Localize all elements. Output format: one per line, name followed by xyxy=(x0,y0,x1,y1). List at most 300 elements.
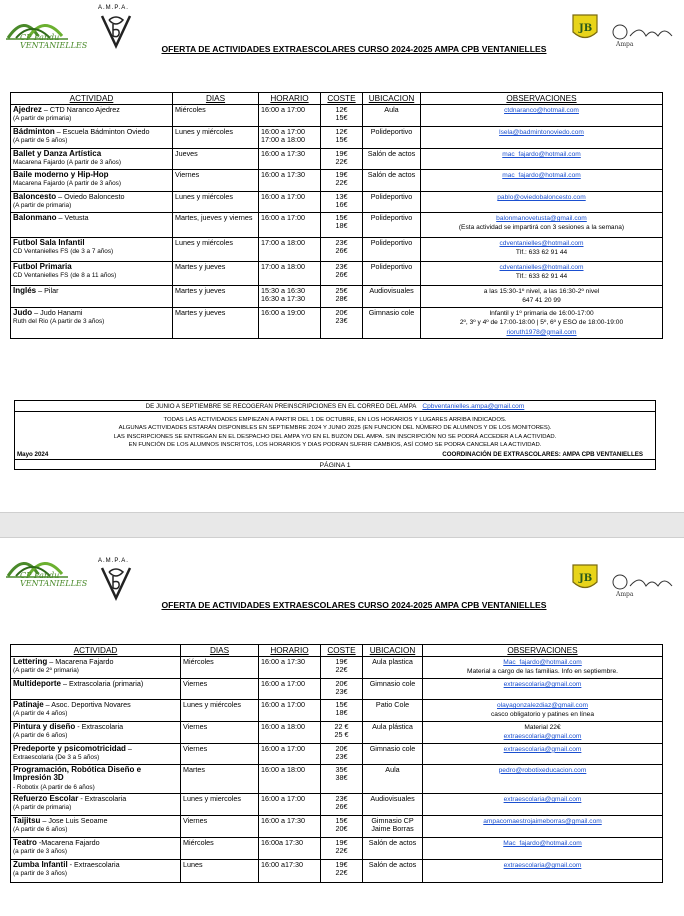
days-cell xyxy=(181,816,259,838)
activity-location: Aula xyxy=(385,764,400,774)
activity-name: Teatro xyxy=(13,838,37,848)
school-badge-logo xyxy=(570,12,600,44)
ampa-logo xyxy=(96,558,136,602)
activity-cell xyxy=(11,657,181,679)
location-cell xyxy=(363,192,421,213)
observations-cell xyxy=(421,192,663,213)
svg-text:Ampa: Ampa xyxy=(616,41,634,48)
activity-provider: -Macarena Fajardo xyxy=(36,838,100,848)
activity-days: Lunes y miercoles xyxy=(183,794,241,804)
activity-provider: - Extrascolaria xyxy=(78,794,127,804)
cost-non-member: 18€ xyxy=(335,708,348,718)
activity-provider: – Pilar xyxy=(36,286,59,295)
days-cell xyxy=(173,192,259,213)
page-number: PÁGINA 1 xyxy=(15,459,655,469)
contact-email-link[interactable]: cdventanielles@hotmail.com xyxy=(499,240,584,247)
cost-non-member: 22€ xyxy=(335,846,348,856)
table-row xyxy=(11,679,663,700)
days-cell xyxy=(173,308,259,339)
contact-email-link[interactable]: lsela@badmintonoviedo.com xyxy=(499,129,584,136)
days-cell xyxy=(173,262,259,286)
cost-cell xyxy=(321,743,363,764)
location-cell xyxy=(363,213,421,238)
cost-member: 15€ xyxy=(335,213,348,222)
cost-cell xyxy=(321,127,363,149)
contact-email-link[interactable]: pablo@oviedobaloncesto.com xyxy=(497,194,586,201)
table-row xyxy=(11,838,663,860)
activity-location: Gimnasio CP Jaime Borras xyxy=(371,816,414,834)
cost-member: 23€ xyxy=(335,238,348,247)
activity-schedule: 17:00 a 18:00 xyxy=(261,262,305,271)
activity-age-range: (A partir de 4 años) xyxy=(13,710,68,718)
schedule-cell xyxy=(259,794,321,816)
activity-location: Gimnasio cole xyxy=(369,679,416,688)
activity-cell xyxy=(11,743,181,764)
activity-location: Polideportivo xyxy=(370,213,413,222)
activity-name: Baile moderno y Hip-Hop xyxy=(13,170,109,179)
cost-member: 19€ xyxy=(335,657,348,666)
activity-location: Polideportivo xyxy=(370,127,413,136)
cost-cell xyxy=(321,794,363,816)
schedule-cell xyxy=(259,700,321,722)
activity-provider: – Macarena Fajardo xyxy=(47,657,114,666)
contact-email-link[interactable]: Mac_fajardo@hotmail.com xyxy=(503,840,582,848)
observations-cell xyxy=(421,308,663,339)
header-location: UBICACION xyxy=(363,645,423,657)
activity-name: Refuerzo Escolar xyxy=(13,794,79,804)
cost-non-member: 22€ xyxy=(335,157,348,167)
activity-schedule: 16:00 a 17:00 xyxy=(261,794,305,804)
schedule-cell xyxy=(259,816,321,838)
header-observations: OBSERVACIONES xyxy=(421,93,663,105)
activity-provider: – xyxy=(125,743,132,753)
table-row xyxy=(11,127,663,149)
activity-schedule: 16:00 a 19:00 xyxy=(261,308,305,317)
activity-name: Lettering xyxy=(13,657,48,666)
table-row xyxy=(11,286,663,308)
observations-cell xyxy=(423,657,663,679)
activity-location: Salón de actos xyxy=(368,838,417,848)
cost-non-member: 16€ xyxy=(335,200,348,210)
activity-age-range: (A partir de 6 años) xyxy=(13,732,68,740)
activity-location: Gimnasio cole xyxy=(369,743,416,753)
contact-email-link[interactable]: extraescolaria@gmail.com xyxy=(503,681,582,688)
schedule-cell xyxy=(259,238,321,262)
activity-name: Inglés xyxy=(13,286,37,295)
table-row xyxy=(11,262,663,286)
location-cell xyxy=(363,816,423,838)
table-row xyxy=(11,657,663,679)
observations-cell xyxy=(421,149,663,170)
contact-email-link[interactable]: cdventanielles@hotmail.com xyxy=(499,264,584,271)
activity-cell xyxy=(11,860,181,883)
observation-note: Material a cargo de las familias. Info en septiembre. xyxy=(467,668,618,676)
activity-location: Audiovisuales xyxy=(370,794,415,804)
observations-cell xyxy=(423,764,663,793)
activity-age-range: (A partir de primaria) xyxy=(13,804,72,812)
activity-schedule: 16:00 a17:30 xyxy=(261,860,303,870)
activity-name: Patinaje xyxy=(13,700,44,709)
cost-non-member: 23€ xyxy=(335,752,348,762)
activity-name: Ajedrez xyxy=(13,105,42,114)
location-cell xyxy=(363,262,421,286)
activity-age-range: (A partir de 5 años) xyxy=(13,137,68,145)
activity-location: Aula plástica xyxy=(372,722,413,731)
location-cell xyxy=(363,170,421,192)
observation-note: Infantil y 1º primaria de 16:00-17:00 2º, 3º y 4º de 17:00-18:00 | 5º, 6º y ESO de 18:00-19:00 xyxy=(459,310,624,327)
contact-email-link[interactable]: extraescolaria@gmail.com xyxy=(503,733,582,741)
header-activity: ACTIVIDAD xyxy=(11,93,173,105)
activity-days: Viernes xyxy=(183,679,208,688)
days-cell xyxy=(181,722,259,744)
logo-left-caption: CP Pandu VENTANIELLES xyxy=(20,33,88,50)
cost-non-member: 23€ xyxy=(335,687,348,697)
header-location: UBICACION xyxy=(363,93,421,105)
activity-name: Judo xyxy=(13,308,33,317)
contact-email-link[interactable]: ampacomaestrojaimeborras@gmail.com xyxy=(483,818,602,826)
cost-member: 19€ xyxy=(335,149,348,158)
contact-email-link[interactable]: mac_fajardo@hotmail.com xyxy=(502,151,581,158)
contact-email-link[interactable]: rioruth1978@gmail.com xyxy=(506,328,577,336)
table-row xyxy=(11,743,663,764)
location-cell xyxy=(363,127,421,149)
location-cell xyxy=(363,743,423,764)
activity-cell xyxy=(11,105,173,127)
header-cost: COSTE xyxy=(321,93,363,105)
schedule-cell xyxy=(259,105,321,127)
activity-name: Pintura y diseño xyxy=(13,722,76,731)
header-observations: OBSERVACIONES xyxy=(423,645,663,657)
cost-cell xyxy=(321,149,363,170)
activity-cell xyxy=(11,262,173,286)
cost-cell xyxy=(321,700,363,722)
activity-age-range: Macarena Fajardo (A partir de 3 años) xyxy=(13,180,121,188)
activity-days: Viernes xyxy=(175,170,200,179)
activity-schedule: 16:00 a 17:00 xyxy=(261,192,305,201)
activity-provider: - Extrascolaria xyxy=(75,722,124,731)
table-row xyxy=(11,722,663,744)
contact-email-link[interactable]: extraescolaria@gmail.com xyxy=(503,745,582,753)
activity-provider: – Jose Luis Seoame xyxy=(40,816,108,826)
page-title: OFERTA DE ACTIVIDADES EXTRAESCOLARES CURSO 2024-2025 AMPA CPB VENTANIELLES xyxy=(161,600,547,610)
document-date: Mayo 2024 xyxy=(17,451,49,458)
observations-cell xyxy=(423,838,663,860)
cost-non-member: 22€ xyxy=(335,178,348,188)
contact-email-link[interactable]: extraescolaria@gmail.com xyxy=(503,862,582,870)
activity-age-range: (A partir de 6 años) xyxy=(13,826,68,834)
location-cell xyxy=(363,764,423,793)
activity-name: Baloncesto xyxy=(13,192,57,201)
activity-location: Audiovisuales xyxy=(369,286,414,295)
cost-cell xyxy=(321,838,363,860)
schedule-cell xyxy=(259,262,321,286)
activity-location: Polideportivo xyxy=(370,238,413,247)
cost-non-member: 38€ xyxy=(335,773,348,783)
schedule-cell xyxy=(259,170,321,192)
cost-member: 23€ xyxy=(335,794,348,804)
page-title: OFERTA DE ACTIVIDADES EXTRAESCOLARES CURSO 2024-2025 AMPA CPB VENTANIELLES xyxy=(161,44,547,54)
ampa-email-link[interactable]: Cpbventanielles.ampa@gmail.com xyxy=(422,403,525,410)
activity-provider: – Escuela Bádminton Oviedo xyxy=(54,127,150,136)
activity-cell xyxy=(11,149,173,170)
header-schedule: HORARIO xyxy=(259,645,321,657)
cost-non-member: 26€ xyxy=(335,270,348,280)
activity-days: Lunes y miércoles xyxy=(175,127,233,136)
location-cell xyxy=(363,657,423,679)
activities-table-page-2 xyxy=(10,644,663,883)
schedule-cell xyxy=(259,286,321,308)
observations-cell xyxy=(423,816,663,838)
activity-age-range: CD Ventanielles FS (de 3 a 7 años) xyxy=(13,248,114,256)
contact-email-link[interactable]: mac_fajardo@hotmail.com xyxy=(502,172,581,179)
observations-cell xyxy=(421,170,663,192)
activity-days: Lunes y miércoles xyxy=(175,192,233,201)
activity-schedule: 16:00 a 18:00 xyxy=(261,764,305,774)
days-cell xyxy=(173,170,259,192)
days-cell xyxy=(173,213,259,238)
days-cell xyxy=(181,657,259,679)
contact-email-link[interactable]: ctdnaranco@hotmail.com xyxy=(504,107,579,114)
schedule-cell xyxy=(259,743,321,764)
activity-name: Futbol Sala Infantil xyxy=(13,238,85,247)
cost-cell xyxy=(321,192,363,213)
ampa-signature-logo xyxy=(610,568,680,600)
activity-name: Multideporte xyxy=(13,679,61,688)
activity-age-range: (a partir de 3 años) xyxy=(13,848,67,856)
contact-email-link[interactable]: balonmanovetusta@gmail.com xyxy=(496,215,587,222)
cost-cell xyxy=(321,816,363,838)
cost-non-member: 26€ xyxy=(335,802,348,812)
cost-member: 19€ xyxy=(335,860,348,870)
activity-days: Viernes xyxy=(183,743,208,753)
header-days: DIAS xyxy=(173,93,259,105)
activity-schedule: 15:30 a 16:30 16:30 a 17:30 xyxy=(261,286,305,304)
observation-note: Tlf.: 633 62 91 44 xyxy=(515,249,568,257)
table-row xyxy=(11,700,663,722)
activity-days: Lunes y miércoles xyxy=(183,700,241,709)
activity-age-range: Ruth del Rio (A partir de 3 años) xyxy=(13,318,105,326)
observation-note: Material 22€ xyxy=(524,724,561,731)
observations-cell xyxy=(421,262,663,286)
contact-email-link[interactable]: olayagonzalezdiaz@gmail.com xyxy=(497,702,588,709)
cost-member: 15€ xyxy=(335,816,348,826)
table-row xyxy=(11,170,663,192)
cost-non-member: 25 € xyxy=(334,730,349,740)
activity-location: Patio Cole xyxy=(375,700,410,709)
cost-cell xyxy=(321,238,363,262)
cost-non-member: 22€ xyxy=(335,665,348,675)
observations-cell xyxy=(421,213,663,238)
cost-member: 25€ xyxy=(335,286,348,295)
activity-cell xyxy=(11,192,173,213)
days-cell xyxy=(181,764,259,793)
activity-cell xyxy=(11,238,173,262)
schedule-cell xyxy=(259,657,321,679)
activity-days: Martes y jueves xyxy=(175,308,226,317)
ampa-signature-logo xyxy=(610,18,680,50)
observations-cell xyxy=(423,794,663,816)
activity-days: Viernes xyxy=(183,722,208,731)
days-cell xyxy=(181,838,259,860)
table-header-row xyxy=(11,645,663,657)
activity-cell xyxy=(11,700,181,722)
activity-age-range: (A partir de 2º primaria) xyxy=(13,667,79,675)
cost-cell xyxy=(321,105,363,127)
activity-schedule: 16:00 a 17:30 xyxy=(261,149,305,158)
location-cell xyxy=(363,838,423,860)
table-row xyxy=(11,816,663,838)
activities-table-page-1 xyxy=(10,92,663,339)
activity-schedule: 16:00 a 18:00 xyxy=(261,722,305,731)
cost-member: 13€ xyxy=(335,192,348,201)
cost-member: 20€ xyxy=(335,679,348,688)
page-separator xyxy=(0,512,684,538)
header-days: DIAS xyxy=(181,645,259,657)
activity-days: Lunes xyxy=(183,860,203,870)
activity-days: Lunes y miércoles xyxy=(175,238,233,247)
activity-location: Salón de actos xyxy=(367,149,416,158)
table-row xyxy=(11,213,663,238)
activity-location: Polideportivo xyxy=(370,192,413,201)
cost-member: 20€ xyxy=(335,308,348,317)
days-cell xyxy=(181,860,259,883)
cost-non-member: 26€ xyxy=(335,246,348,256)
cost-cell xyxy=(321,170,363,192)
contact-email-link[interactable]: pedro@robotixeducacion.com xyxy=(498,766,587,774)
schedule-cell xyxy=(259,308,321,339)
cost-cell xyxy=(321,262,363,286)
days-cell xyxy=(181,679,259,700)
schedule-cell xyxy=(259,127,321,149)
activity-name: Futbol Primaria xyxy=(13,262,72,271)
activity-name: Ballet y Danza Artística xyxy=(13,149,102,158)
activity-location: Aula plastica xyxy=(372,657,413,666)
notice-lines: TODAS LAS ACTIVIDADES EMPIEZAN A PARTIR DEL 1 DE OCTUBRE, EN LOS HORARIOS Y LUGARES ARRIBA INDICADOS. ALGUNAS ACTIVIDADES ESTARÁN DISPONIBLES EN SEPTIEMBRE 2024 Y JUNIO 2025 (EN FUNCION DEL NÚMERO DE ALUMNOS Y DE LOS MONITORES). LAS INSCRIPCIONES SE ENTREGAN EN EL DESPACHO DEL AMPA Y/O EN EL BUZON DEL AMPA. SIN INSCRIPCIÓN NO SE PODRÁ ACCEDER A LA ACTIVIDAD. EN FUNCIÓN DE LOS ALUMNOS INSCRITOS, LOS HORARIOS Y DIAS PODRAN SUFRIR CAMBIOS, ASÍ COMO SE PODRA CANCELAR LA ACTIVIDAD. xyxy=(113,417,557,449)
activity-age-range: (A partir de primaria) xyxy=(13,115,72,123)
days-cell xyxy=(173,149,259,170)
coordination-label: COORDINACIÓN DE EXTRASCOLARES: AMPA CPB VENTANIELLES xyxy=(442,451,643,458)
activity-cell xyxy=(11,127,173,149)
schedule-cell xyxy=(259,722,321,744)
cost-member: 23€ xyxy=(335,262,348,271)
activity-provider: – Extrascolaria (primaria) xyxy=(61,679,144,688)
cost-member: 12€ xyxy=(335,105,348,114)
schedule-cell xyxy=(259,192,321,213)
table-row xyxy=(11,308,663,339)
activity-schedule: 16:00 a 17:00 xyxy=(261,213,305,222)
cost-member: 22 € xyxy=(334,722,349,731)
contact-email-link[interactable]: Mac_fajardo@hotmail.com xyxy=(503,659,582,666)
cost-non-member: 15€ xyxy=(335,113,348,123)
cost-non-member: 15€ xyxy=(335,135,348,145)
svg-text:Ampa: Ampa xyxy=(616,591,634,598)
cost-cell xyxy=(321,308,363,339)
observation-note: (Esta actividad se impartirá con 3 sesiones a la semana) xyxy=(458,224,625,232)
svg-text:JB: JB xyxy=(579,573,593,584)
activity-name: Bádminton xyxy=(13,127,55,136)
cost-non-member: 18€ xyxy=(335,221,348,231)
activity-schedule: 17:00 a 18:00 xyxy=(261,238,305,247)
location-cell xyxy=(363,286,421,308)
days-cell xyxy=(173,286,259,308)
activity-age-range: Extraescolaria (De 3 a 5 años) xyxy=(13,754,100,762)
observations-cell xyxy=(423,700,663,722)
cost-member: 20€ xyxy=(335,743,348,753)
cost-cell xyxy=(321,657,363,679)
header-schedule: HORARIO xyxy=(259,93,321,105)
location-cell xyxy=(363,860,423,883)
activity-age-range: - Robotix (A partir de 6 años) xyxy=(13,783,95,791)
activity-days: Miércoles xyxy=(183,838,214,848)
notice-box xyxy=(14,400,656,470)
schedule-cell xyxy=(259,860,321,883)
location-cell xyxy=(363,794,423,816)
activity-cell xyxy=(11,170,173,192)
cost-non-member: 20€ xyxy=(335,824,348,834)
observations-cell xyxy=(421,105,663,127)
observations-cell xyxy=(421,286,663,308)
table-header-row xyxy=(11,93,663,105)
activity-schedule: 16:00 a 17:30 xyxy=(261,170,305,179)
cost-cell xyxy=(321,286,363,308)
cost-member: 12€ xyxy=(335,127,348,136)
activity-schedule: 16:00a 17:30 xyxy=(261,838,303,848)
contact-email-link[interactable]: extraescolaria@gmail.com xyxy=(503,796,582,804)
table-row xyxy=(11,238,663,262)
activity-name: Taijitsu xyxy=(13,816,41,826)
ampa-logo xyxy=(96,6,136,50)
ampa-logo-caption: A.M.P.A. xyxy=(98,5,129,11)
preinscription-notice: DE JUNIO A SEPTIEMBRE SE RECOGERAN PREINSCRIPCIONES EN EL CORREO DEL AMPA Cpbventanielles.ampa@gmail.com xyxy=(15,403,655,412)
days-cell xyxy=(181,743,259,764)
header-cost: COSTE xyxy=(321,645,363,657)
activity-location: Polideportivo xyxy=(370,262,413,271)
activity-schedule: 16:00 a 17:30 xyxy=(261,657,305,666)
activity-cell xyxy=(11,794,181,816)
cost-non-member: 23€ xyxy=(335,316,348,326)
activity-location: Gimnasio cole xyxy=(368,308,415,317)
activity-provider: – Judo Hanami xyxy=(32,308,83,317)
table-row xyxy=(11,860,663,883)
observation-note: casco obligatorio y patines en línea xyxy=(490,711,594,719)
observation-note: Tlf.: 633 62 91 44 xyxy=(515,273,568,281)
location-cell xyxy=(363,238,421,262)
activity-days: Jueves xyxy=(175,149,198,158)
activity-name: Balonmano xyxy=(13,213,57,222)
activity-cell xyxy=(11,838,181,860)
activity-days: Martes xyxy=(183,764,205,774)
cost-member: 19€ xyxy=(335,838,348,848)
schedule-cell xyxy=(259,679,321,700)
ampa-logo-caption: A.M.P.A. xyxy=(98,558,129,564)
activity-cell xyxy=(11,286,173,308)
activity-name: Programación, Robótica Diseño e Impresión 3D xyxy=(13,764,142,783)
activity-schedule: 16:00 a 17:00 xyxy=(261,743,305,753)
activity-age-range: (A partir de primaria) xyxy=(13,202,72,210)
school-badge-logo xyxy=(570,562,600,594)
schedule-cell xyxy=(259,149,321,170)
logo-left-caption: CP Pandu VENTANIELLES xyxy=(20,571,88,588)
activity-schedule: 16:00 a 17:00 17:00 a 18:00 xyxy=(261,127,305,145)
table-row xyxy=(11,149,663,170)
activity-schedule: 16:00 a 17:00 xyxy=(261,679,305,688)
cost-cell xyxy=(321,213,363,238)
days-cell xyxy=(181,700,259,722)
activity-days: Miércoles xyxy=(175,105,206,114)
activity-cell xyxy=(11,308,173,339)
table-row xyxy=(11,794,663,816)
cost-cell xyxy=(321,722,363,744)
